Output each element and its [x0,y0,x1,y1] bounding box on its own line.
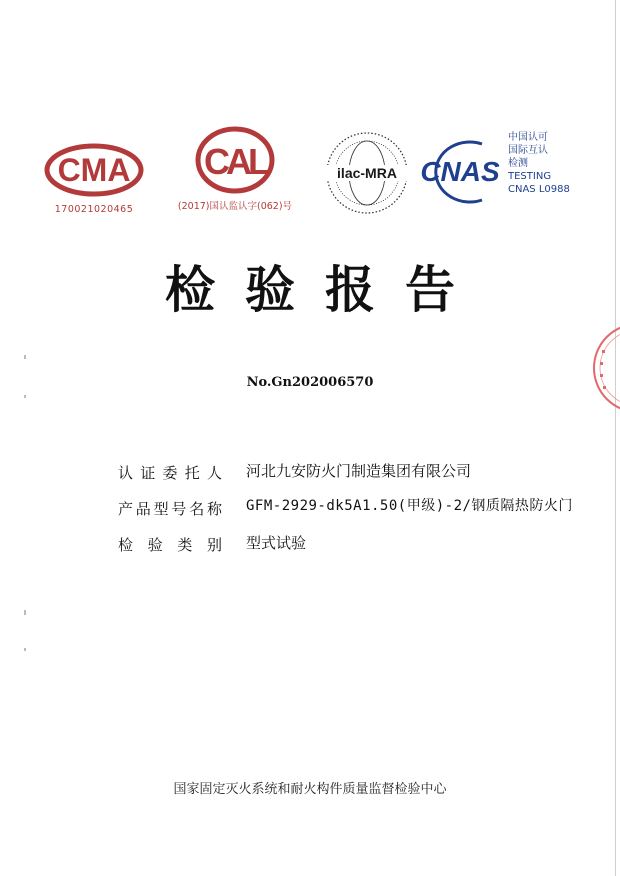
report-info-table [118,462,598,570]
cma-logo [42,140,146,215]
field-row-test-type [118,534,598,555]
scan-speck [24,648,26,651]
field-row-product [118,498,598,519]
label-char: 验 [147,536,163,554]
field-label [118,498,246,519]
cnas-accreditation-text [508,131,593,196]
svg-text:CNAS: CNAS [420,156,500,187]
field-label [118,534,246,555]
ilac-globe-icon [322,128,412,218]
cnas-line: 中国认可 [508,132,548,143]
label-char: 托 [184,464,200,482]
cnas-line: CNAS L0988 [508,184,570,195]
cnas-line: 检测 [508,158,528,169]
issuing-organization: 国家固定灭火系统和耐火构件质量监督检验中心 [173,782,447,797]
label-char: 称 [206,500,222,518]
field-value-test-type: 型式试验 [246,534,307,552]
cal-number: (2017)国认监认字(062)号 [177,201,293,212]
cnas-line: 国际互认 [508,145,548,156]
svg-text:ilac-MRA: ilac-MRA [337,165,397,181]
label-char: 人 [206,464,222,482]
field-value-product: GFM-2929-dk5A1.50(甲级)-2/钢质隔热防火门 [246,498,573,514]
ilac-mra-logo [322,128,412,218]
report-number: No.Gn202006570 [246,375,374,390]
label-char: 名 [189,500,205,518]
label-char: 型 [153,500,169,518]
field-value-client: 河北九安防火门制造集团有限公司 [246,462,472,480]
cma-seal-icon [42,140,146,200]
label-char: 委 [162,464,178,482]
label-char: 号 [171,500,187,518]
cnas-mark-icon [412,134,508,210]
seal-stamp-icon [590,320,620,416]
cma-number: 170021020465 [54,204,134,215]
label-char: 检 [118,536,134,554]
scan-speck [24,395,26,398]
label-char: 认 [118,464,134,482]
label-char: 证 [140,464,156,482]
label-char: 别 [206,536,222,554]
label-char: 品 [135,500,151,518]
cnas-line: TESTING [508,171,552,182]
label-char: 类 [177,536,193,554]
scan-speck [24,610,26,615]
page-edge [615,0,616,876]
scan-speck [24,355,26,359]
cnas-logo [412,134,508,210]
svg-text:CAL: CAL [204,141,266,182]
cal-logo [168,124,302,212]
field-label [118,462,246,483]
svg-text:CMA: CMA [57,152,131,188]
red-seal-stamp [590,320,620,416]
label-char: 产 [118,500,134,518]
field-row-client [118,462,598,483]
cal-seal-icon [193,124,277,196]
report-title: 检验报告 [165,261,485,319]
